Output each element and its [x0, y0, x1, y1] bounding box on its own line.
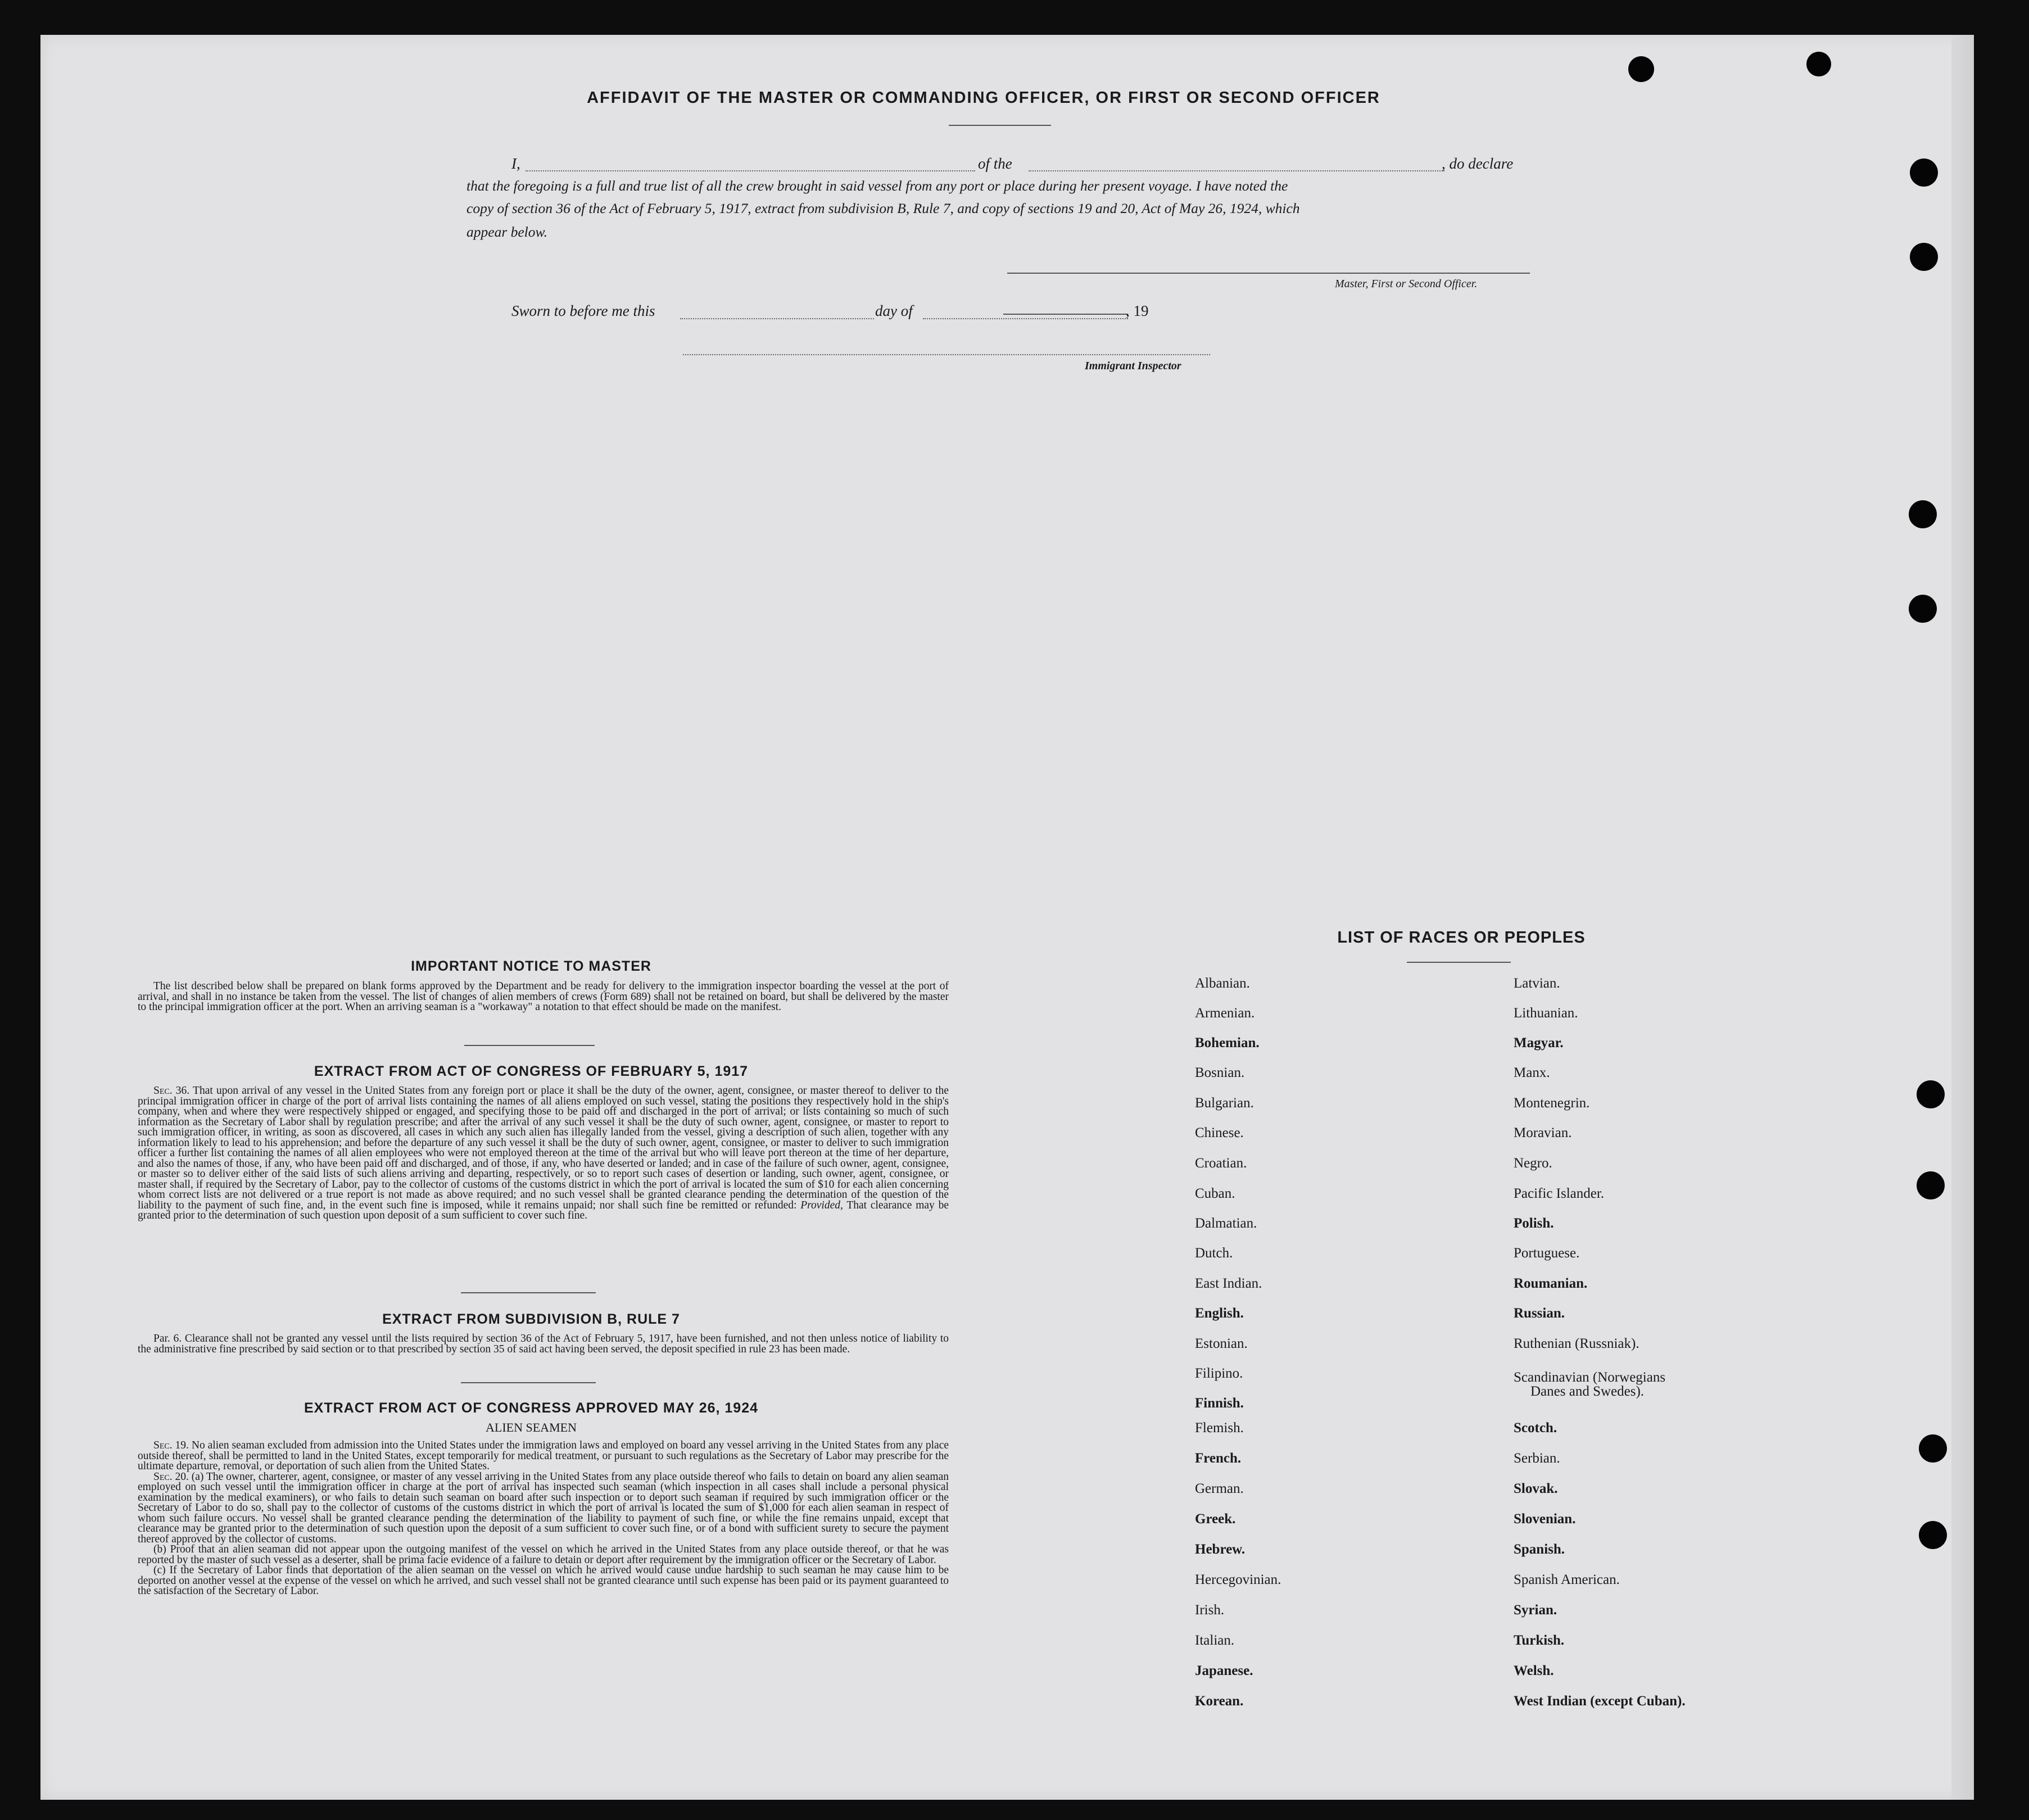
race-item: Montenegrin.	[1514, 1095, 1590, 1111]
punch-hole	[1806, 52, 1831, 76]
officer-signature-line[interactable]	[1007, 273, 1530, 274]
alien-seamen-subtitle: ALIEN SEAMEN	[486, 1420, 577, 1434]
punch-hole	[1919, 1434, 1947, 1463]
race-item: Flemish.	[1195, 1420, 1244, 1436]
race-item: Japanese.	[1195, 1663, 1253, 1678]
race-item: Finnish.	[1195, 1396, 1244, 1411]
sworn-month-underline	[1003, 314, 1128, 315]
race-item: Slovak.	[1514, 1481, 1558, 1496]
race-item: Manx.	[1514, 1065, 1550, 1080]
race-item: Russian.	[1514, 1306, 1565, 1321]
sworn-day-of: day of	[875, 302, 913, 319]
race-item: Danes and Swedes).	[1530, 1384, 1645, 1399]
punch-hole	[1917, 1080, 1945, 1108]
race-item: German.	[1195, 1481, 1244, 1496]
race-item: Spanish American.	[1514, 1572, 1620, 1587]
race-item: Pacific Islander.	[1514, 1186, 1605, 1201]
race-item: Cuban.	[1195, 1186, 1235, 1201]
race-item: Hebrew.	[1195, 1542, 1246, 1557]
rule7-title: EXTRACT FROM SUBDIVISION B, RULE 7	[382, 1311, 680, 1327]
race-item: Magyar.	[1514, 1035, 1564, 1051]
race-item: Portuguese.	[1514, 1246, 1580, 1261]
race-item: French.	[1195, 1451, 1242, 1466]
sec36-label: Sec. 36.	[153, 1085, 190, 1097]
notice-title: IMPORTANT NOTICE TO MASTER	[411, 958, 651, 974]
sec20-b: (b) Proof that an alien seaman did not appear upon the outgoing manifest of the vessel on which he arrived in the United States from any place outside thereof, or that he was reported by the master of such vessel as a deserter, shall be prima facie evidence of a failure to detain or deport after requirement by the immigration officer or the Secretary of Labor.	[138, 1543, 949, 1566]
race-item: Korean.	[1195, 1694, 1244, 1709]
punch-hole	[1909, 500, 1937, 528]
races-divider	[1407, 962, 1511, 963]
proviso-text: That clearance may be granted prior to the determination of such question upon deposit of a sum sufficient to cover such fine.	[138, 1199, 949, 1221]
rule7-text	[138, 1334, 949, 1355]
race-item: Filipino.	[1195, 1366, 1243, 1381]
affidavit-i-label: I,	[511, 155, 520, 172]
race-item: Scandinavian (Norwegians	[1514, 1370, 1666, 1385]
race-item: Slovenian.	[1514, 1511, 1576, 1527]
race-item: Welsh.	[1514, 1663, 1554, 1678]
race-item: Italian.	[1195, 1633, 1235, 1648]
punch-hole	[1910, 243, 1938, 271]
race-item: Irish.	[1195, 1602, 1225, 1618]
sworn-label: Sworn to before me this	[511, 302, 655, 319]
page-edge	[1951, 35, 1974, 1800]
race-item: Syrian.	[1514, 1602, 1557, 1618]
race-item: Roumanian.	[1514, 1276, 1588, 1291]
race-item: Polish.	[1514, 1216, 1554, 1231]
sec20-label: Sec. 20.	[153, 1470, 189, 1483]
notice-paragraph: The list described below shall be prepared on blank forms approved by the Department and be ready for delivery to the immigration inspector boarding the vessel at the port of arrival, and shall in no instance be taken from the vessel. The list of changes of alien members of crews (Form 689) shall not be retained on board, but shall be delivered by the master to the principal immigration officer at the port. When an arriving seaman is a "workaway" a notation to that effect should be made on the manifest.	[138, 980, 949, 1013]
sec19-label: Sec. 19.	[153, 1439, 189, 1451]
vessel-name-line[interactable]	[1029, 170, 1444, 171]
race-item: Scotch.	[1514, 1420, 1557, 1436]
extract-1917-title: EXTRACT FROM ACT OF CONGRESS OF FEBRUARY 5, 1917	[314, 1063, 749, 1079]
punch-hole	[1910, 159, 1938, 187]
affidavit-body-line3: appear below.	[467, 224, 548, 240]
race-item: Greek.	[1195, 1511, 1236, 1527]
race-item: Dutch.	[1195, 1246, 1233, 1261]
race-item: Spanish.	[1514, 1542, 1565, 1557]
punch-hole	[1628, 56, 1654, 82]
race-item: Hercegovinian.	[1195, 1572, 1281, 1587]
races-title: LIST OF RACES OR PEOPLES	[1337, 929, 1586, 947]
race-item: Chinese.	[1195, 1125, 1244, 1140]
race-item: Turkish.	[1514, 1633, 1565, 1648]
declarant-name-line[interactable]	[526, 170, 975, 171]
extract-1924-title: EXTRACT FROM ACT OF CONGRESS APPROVED MAY 26, 1924	[304, 1400, 759, 1416]
race-item: Moravian.	[1514, 1125, 1572, 1140]
race-item: West Indian (except Cuban).	[1514, 1694, 1686, 1709]
race-item: Croatian.	[1195, 1156, 1247, 1171]
race-item: Serbian.	[1514, 1451, 1560, 1466]
punch-hole	[1917, 1171, 1945, 1199]
sec20-body: (a) The owner, charterer, agent, consignee, or master of any vessel arriving in the United States from any place outside thereof who fails to detain on board any alien seaman employed on such vessel until the immigration officer in charge at the port of arrival has inspected such seaman (which inspection in all cases shall include a personal physical examination by the medical examiners), or who fails to detain such seaman on board after such inspection or to deport such seaman if required by such immigration officer or the Secretary of Labor to do so, shall pay to the collector of customs of the customs district in which the port of arrival is located the sum of $1,000 for each alien seaman in respect of whom such failure occurs. No vessel shall be granted clearance pending the determination of the liability to payment of such fine, or while the fine remains unpaid, except that clearance may be granted prior to the determination of such question upon the deposit of a sum sufficient to cover such fine, or of a bond with sufficient surety to secure the payment thereof approved by the collector of customs.	[138, 1470, 949, 1545]
title-divider	[949, 125, 1051, 126]
sec19-body: No alien seaman excluded from admission into the United States under the immigration laws and employed on board any vessel arriving in the United States from any place outside thereof, shall be permitted to land in the United States, except temporarily for medical treatment, or pursuant to such regulations as the Secretary of Labor may prescribe for the ultimate departure, removal, or deportation of such alien from the United States.	[138, 1439, 949, 1472]
race-item: Albanian.	[1195, 976, 1250, 991]
sworn-day-line[interactable]	[680, 318, 874, 319]
inspector-signature-line[interactable]	[683, 354, 1210, 355]
race-item: Ruthenian (Russniak).	[1514, 1336, 1639, 1351]
affidavit-do-declare: , do declare	[1442, 155, 1514, 172]
rule7-divider	[461, 1382, 596, 1383]
affidavit-title: AFFIDAVIT OF THE MASTER OR COMMANDING OFFICER, OR FIRST OR SECOND OFFICER	[587, 89, 1380, 107]
extract-1917-text	[138, 1086, 949, 1221]
race-item: Lithuanian.	[1514, 1006, 1578, 1021]
affidavit-body-line2: copy of section 36 of the Act of February 5, 1917, extract from subdivision B, Rule 7, and copy of sections 19 and 20, Act of May 26, 1924, which	[467, 200, 1300, 216]
race-item: Bosnian.	[1195, 1065, 1245, 1080]
punch-hole	[1909, 595, 1937, 623]
punch-hole	[1919, 1521, 1947, 1549]
race-item: Bulgarian.	[1195, 1095, 1254, 1111]
officer-caption: Master, First or Second Officer.	[1335, 278, 1478, 290]
sec20-c: (c) If the Secretary of Labor finds that deportation of the alien seaman on the vessel on which he arrived would cause undue hardship to such seaman he may cause him to be deported on another vessel at the expense of the vessel on which he arrived, and such vessel shall not be granted clearance until such expense has been paid or its payment guaranteed to the satisfaction of the Secretary of Labor.	[138, 1564, 949, 1597]
race-item: East Indian.	[1195, 1276, 1262, 1291]
race-item: Armenian.	[1195, 1006, 1255, 1021]
affidavit-of-the-label: of the	[978, 155, 1012, 172]
race-item: Latvian.	[1514, 976, 1560, 991]
notice-text	[138, 981, 949, 1013]
sworn-year: , 19	[1126, 302, 1149, 319]
proviso-word: Provided,	[800, 1199, 843, 1211]
sworn-month-line[interactable]	[923, 318, 1128, 319]
extract-1924-text	[138, 1441, 949, 1597]
notice-divider	[464, 1045, 595, 1046]
race-item: English.	[1195, 1306, 1244, 1321]
race-item: Estonian.	[1195, 1336, 1248, 1351]
race-item: Dalmatian.	[1195, 1216, 1257, 1231]
extract-1917-divider	[461, 1292, 596, 1293]
race-item: Negro.	[1514, 1156, 1552, 1171]
affidavit-body-line1: that the foregoing is a full and true list of all the crew brought in said vessel from any port or place during her present voyage. I have noted the	[467, 178, 1288, 194]
race-item: Bohemian.	[1195, 1035, 1260, 1051]
sec36-body: That upon arrival of any vessel in the United States from any foreign port or place it shall be the duty of the owner, agent, consignee, or master thereof to deliver to the principal immigration officer in charge of the port of arrival lists containing the names of all aliens employed on such vessel, stating the positions they respectively hold in the ship's company, when and where they were respectively shipped or engaged, and specifying those to be paid off and discharged in the port of arrival; or lists containing so much of such information as the Secretary of Labor shall by regulation prescribe; and after the arrival of any such vessel it shall be the duty of such owner, agent, consignee, or master to report to such immigration officer, in writing, as soon as discovered, all cases in which any such alien has illegally landed from the vessel, giving a description of such alien, together with any information likely to lead to his apprehension; and before the departure of any such vessel it shall be the duty of such owner, agent, consignee, or master to deliver to such immigration officer a further list containing the names of all alien employees who were not employed thereon at the time of the arrival but who will leave port thereon at the time of her departure, and also the names of those, if any, who have been paid off and discharged, and of those, if any, who have deserted or landed; and in case of the failure of such owner, agent, consignee, or master so to deliver either of the said lists of such aliens arriving and departing, respectively, or so to report such cases of desertion or landing, such owner, agent, consignee, or master shall, if required by the Secretary of Labor, pay to the collector of customs of the customs district in which the port of arrival is located the sum of $10 for each alien concerning whom correct lists are not delivered or a true report is not made as above required; and no such vessel shall be granted clearance pending the determination of the question of the liability to the payment of such fine, and, in the event such fine is imposed, while it remains unpaid; nor shall such fine be remitted or refunded:	[138, 1085, 949, 1211]
inspector-caption: Immigrant Inspector	[1085, 360, 1181, 372]
rule7-paragraph: Par. 6. Clearance shall not be granted any vessel until the lists required by section 36 of the Act of February 5, 1917, have been furnished, and not then unless notice of liability to the administrative fine prescribed by said section or to that prescribed by section 35 of said act having been served, the deposit specified in rule 23 has been made.	[138, 1333, 949, 1355]
